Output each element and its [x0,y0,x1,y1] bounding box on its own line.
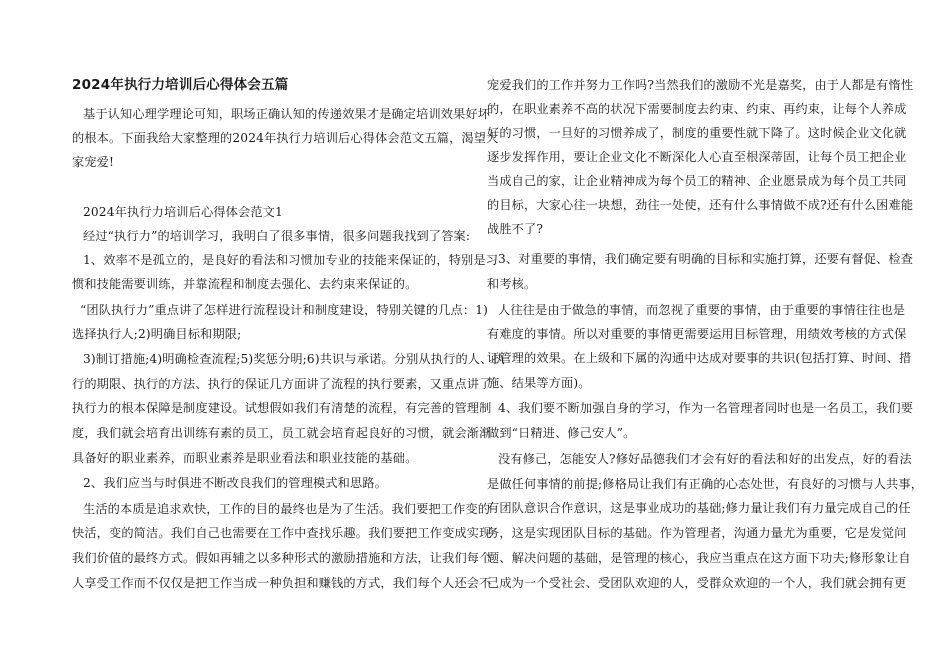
paragraph-line: 的根本。下面我给大家整理的2024年执行力培训后心得体会范文五篇，渴望大 [72,131,499,145]
paragraph-line: 做到“日精进、修己安人”。 [487,426,636,440]
paragraph-line: 选择执行人;2)明确目标和期限; [72,327,242,341]
paragraph-line: 生活的本质是追求欢快，工作的目的最终也是为了生活。我们要把工作变的 [83,502,491,516]
paragraph-line: 有团队意识合作意识，这是事业成功的基础;修力量让我们有力量完成自己的任 [487,501,911,515]
paragraph-line: 我们价值的最终方式。假如再辅之以多种形式的激励措施和方法，让我们每个 [72,551,492,565]
paragraph-line: 具备好的职业素养，而职业素养是职业看法和职业技能的基础。 [72,451,418,465]
paragraph-line: 人往往是由于做急的事情，而忽视了重要的事情，由于重要的事情往往也是 [498,303,906,317]
paragraph-line: 行的期限、执行的方法、执行的保证几方面讲了流程的执行要素，又重点讲了 [72,377,492,391]
paragraph-line: 基于认知心理学理论可知，职场正确认知的传递效果才是确定培训效果好坏 [83,107,491,121]
paragraph-line: 有难度的事情。所以对重要的事情更需要运用目标管理，用绩效考核的方式保 [487,327,907,341]
paragraph-line: 4、我们要不断加强自身的学习，作为一名管理者同时也是一名员工，我们要 [498,401,914,415]
paragraph-line: 3)制订措施;4)明确检查流程;5)奖惩分明;6)共识与承诺。分别从执行的人、执 [83,352,505,366]
paragraph-line: 经过“执行力”的培训学习，我明白了很多事情，很多问题我找到了答案: [83,229,471,243]
paragraph-line: 己成为一个受社会、受团队欢迎的人，受群众欢迎的一个人，我们就会拥有更 [487,576,907,590]
paragraph-line: 快活，变的简洁。我们自己也需要在工作中查找乐趣。我们要把工作变成实现 [72,526,492,540]
paragraph-line: 战胜不了? [487,222,544,236]
document-title: 2024年执行力培训后心得体会五篇 [72,77,289,93]
paragraph-line: 好的习惯，一旦好的习惯养成了，制度的重要性就下降了。这时候企业文化就 [487,126,907,140]
paragraph-line: 2、我们应当与时俱进不断改良我们的管理模式和思路。 [83,476,388,490]
paragraph-line: 题、解决问题的基础，是管理的核心，我应当重点在这方面下功夫;修形象让自 [487,551,911,565]
paragraph-line: 度，我们就会培育出训练有素的员工，员工就会培育起良好的习惯，就会渐渐 [72,426,492,440]
paragraph-line: 的，在职业素养不高的状况下需要制度去约束、约束、再约束，让每个人养成 [487,102,907,116]
section-heading: 2024年执行力培训后心得体会范文1 [83,205,283,219]
paragraph-line: “团队执行力”重点讲了怎样进行流程设计和制度建设，特别关键的几点：1) [80,303,489,317]
paragraph-line: 执行力的根本保障是制度建设。试想假如我们有清楚的流程，有完善的管理制 [72,401,492,415]
paragraph-line: 的目标，大家心往一块想，劲往一处使，还有什么事情做不成?还有什么困难能 [487,198,914,212]
paragraph-line: 惯和技能需要训练，并靠流程和制度去强化、去约束来保证的。 [72,277,418,291]
paragraph-line: 宠爱我们的工作并努力工作吗?当然我们的激励不光是嘉奖，由于人都是有惰性 [487,78,914,92]
paragraph-line: 没有修己，怎能安人?修好品德我们才会有好的看法和好的出发点，好的看法 [498,452,912,466]
paragraph-line: 1、效率不是孤立的，是良好的看法和习惯加专业的技能来保证的，特别是习 [83,253,499,267]
paragraph-line: 逐步发挥作用，要让企业文化不断深化人心直至根深蒂固，让每个员工把企业 [487,150,907,164]
paragraph-line: 务，这是实现团队目标的基础。作为管理者，沟通力量尤为重要，它是发觉问 [487,526,907,540]
paragraph-line: 当成自己的家，让企业精神成为每个员工的精神、企业愿景成为每个员工共同 [487,174,907,188]
paragraph-line: 施、结果等方面)。 [487,376,591,390]
paragraph-line: 3、对重要的事情，我们确定要有明确的目标和实施打算，还要有督促、检查 [498,252,914,266]
paragraph-line: 和考核。 [487,277,537,291]
paragraph-line: 人享受工作而不仅仅是把工作当成一种负担和赚钱的方式，我们每个人还会不 [72,576,492,590]
paragraph-line: 家宠爱! [72,155,115,169]
paragraph-line: 是做任何事情的前提;修格局让我们有正确的心态处世，有良好的习惯与人共事， [487,477,924,491]
paragraph-line: 证管理的效果。在上级和下属的沟通中达成对要事的共识(包括打算、时间、措 [487,351,912,365]
